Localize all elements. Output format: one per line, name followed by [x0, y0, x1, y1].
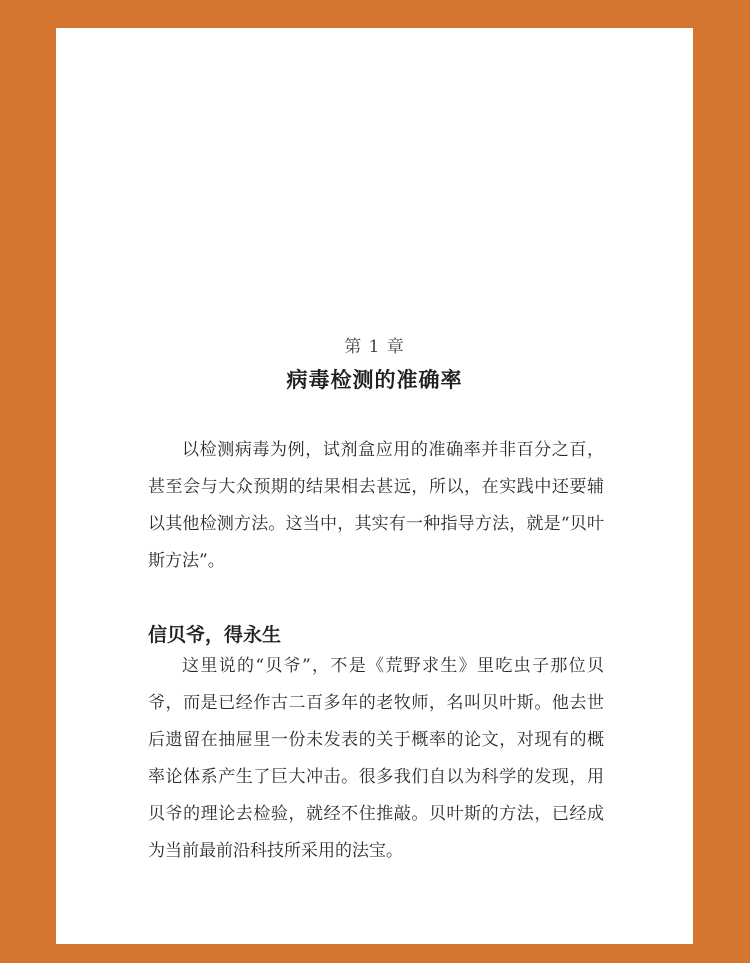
book-page [56, 28, 693, 944]
chapter-title: 病毒检测的准确率 [286, 367, 463, 392]
chapter-label: 第 1 章 [344, 337, 405, 357]
section-heading: 信贝爷，得永生 [148, 624, 282, 646]
section-paragraph: 这里说的“贝爷”，不是《荒野求生》里吃虫子那位贝爷，而是已经作古二百多年的老牧师，名叫贝叶斯。他去世后遗留在抽屉里一份未发表的关于概率的论文，对现有的概率论体系产生了巨大冲击。很多我们自以为科学的发现，用贝爷的理论去检验，就经不住推敲。贝叶斯的方法，已经成为当前最前沿科技所采用的法宝。 [148, 656, 604, 861]
intro-paragraph: 以检测病毒为例，试剂盒应用的准确率并非百分之百，甚至会与大众预期的结果相去甚远，所以，在实践中还要辅以其他检测方法。这当中，其实有一种指导方法，就是“贝叶斯方法”。 [148, 440, 604, 571]
